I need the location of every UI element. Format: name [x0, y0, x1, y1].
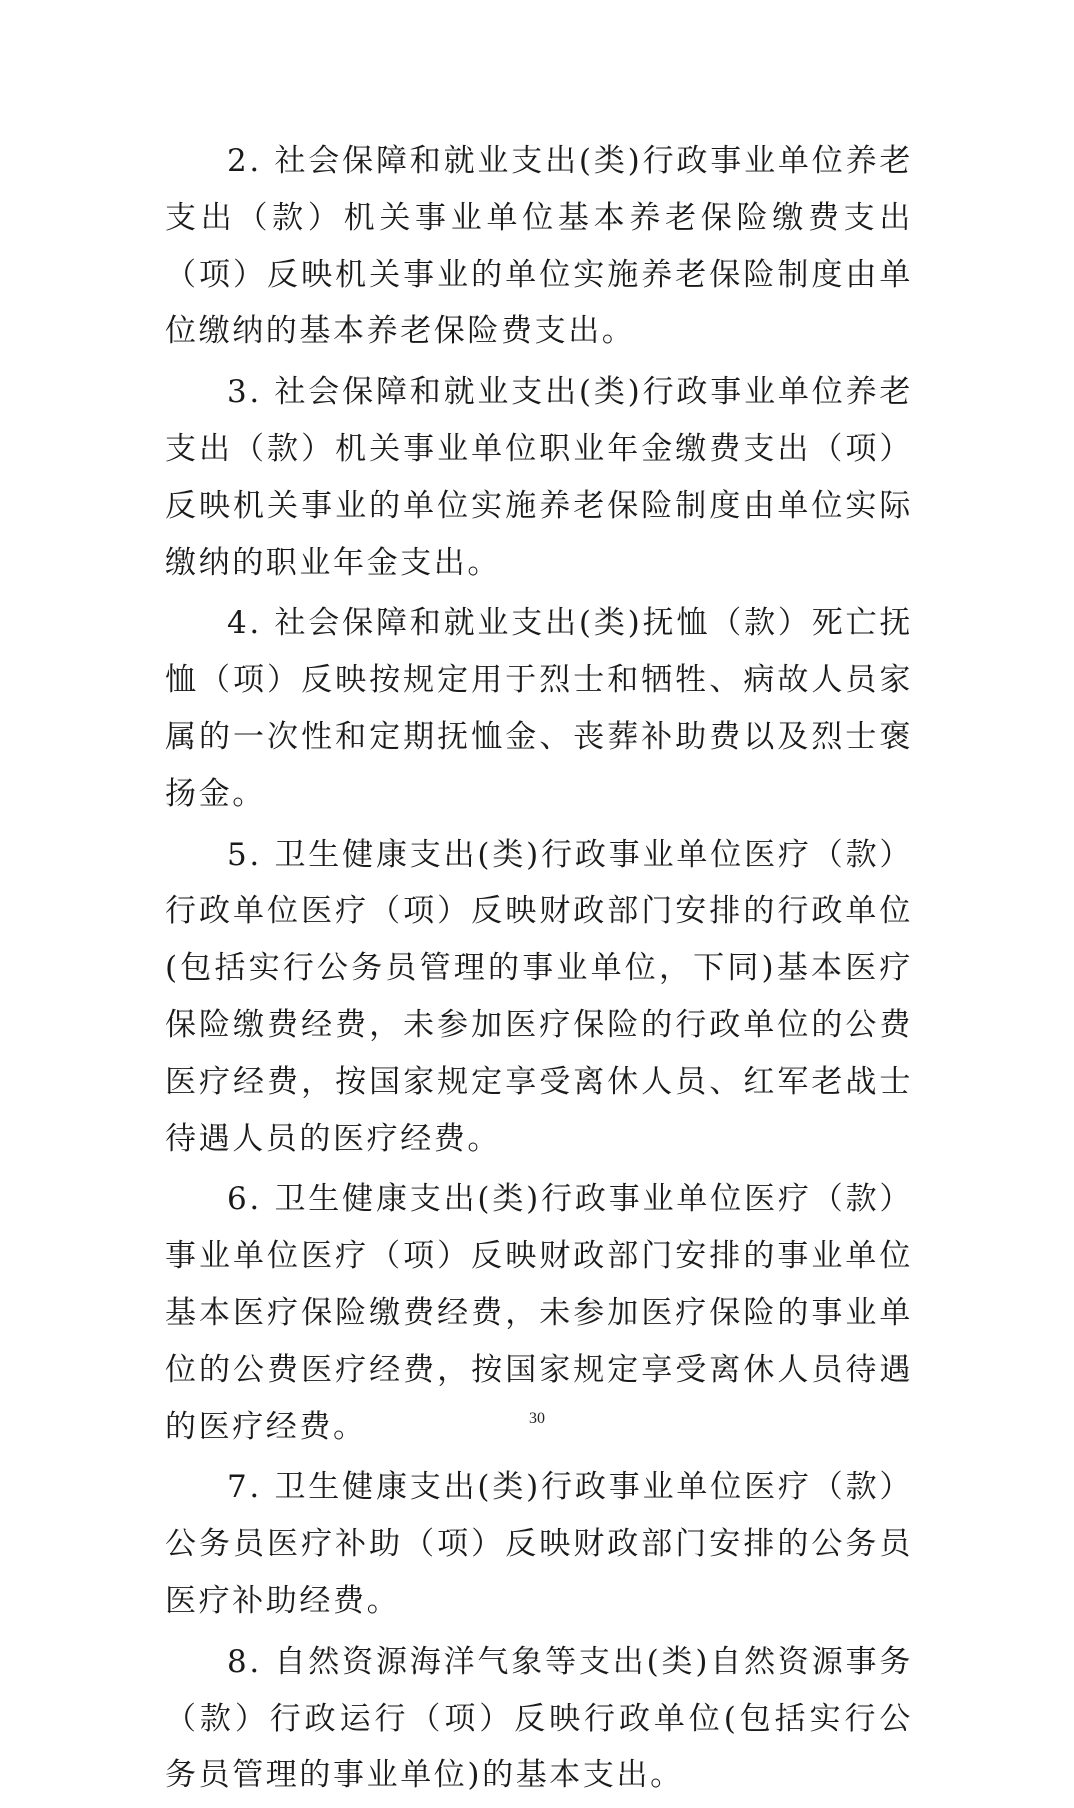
paragraph-item-6: 6. 卫生健康支出(类)行政事业单位医疗（款）事业单位医疗（项）反映财政部门安排的事业单位基本医疗保险缴费经费，未参加医疗保险的事业单位的公费医疗经费，按国家规定享受离休人员待遇的医疗经费。 [165, 1181, 913, 1445]
paragraph-item-2: 2. 社会保障和就业支出(类)行政事业单位养老支出（款）机关事业单位基本养老保险缴费支出（项）反映机关事业的单位实施养老保险制度由单位缴纳的基本养老保险费支出。 [165, 143, 913, 350]
paragraph-item-7: 7. 卫生健康支出(类)行政事业单位医疗（款）公务员医疗补助（项）反映财政部门安排的公务员医疗补助经费。 [165, 1469, 913, 1619]
paragraph-item-3: 3. 社会保障和就业支出(类)行政事业单位养老支出（款）机关事业单位职业年金缴费支出（项）反映机关事业的单位实施养老保险制度由单位实际缴纳的职业年金支出。 [165, 374, 913, 581]
paragraph-item-5: 5. 卫生健康支出(类)行政事业单位医疗（款）行政单位医疗（项）反映财政部门安排的行政单位(包括实行公务员管理的事业单位，下同)基本医疗保险缴费经费，未参加医疗保险的行政单位的公费医疗经费，按国家规定享受离休人员、红军老战士待遇人员的医疗经费。 [165, 836, 913, 1157]
paragraph-item-8: 8. 自然资源海洋气象等支出(类)自然资源事务（款）行政运行（项）反映行政单位(包括实行公务员管理的事业单位)的基本支出。 [165, 1643, 913, 1794]
page-number: 30 [529, 1410, 545, 1427]
body-text [165, 133, 913, 1808]
paragraph-item-4: 4. 社会保障和就业支出(类)抚恤（款）死亡抚恤（项）反映按规定用于烈士和牺牲、病故人员家属的一次性和定期抚恤金、丧葬补助费以及烈士褒扬金。 [165, 605, 913, 812]
